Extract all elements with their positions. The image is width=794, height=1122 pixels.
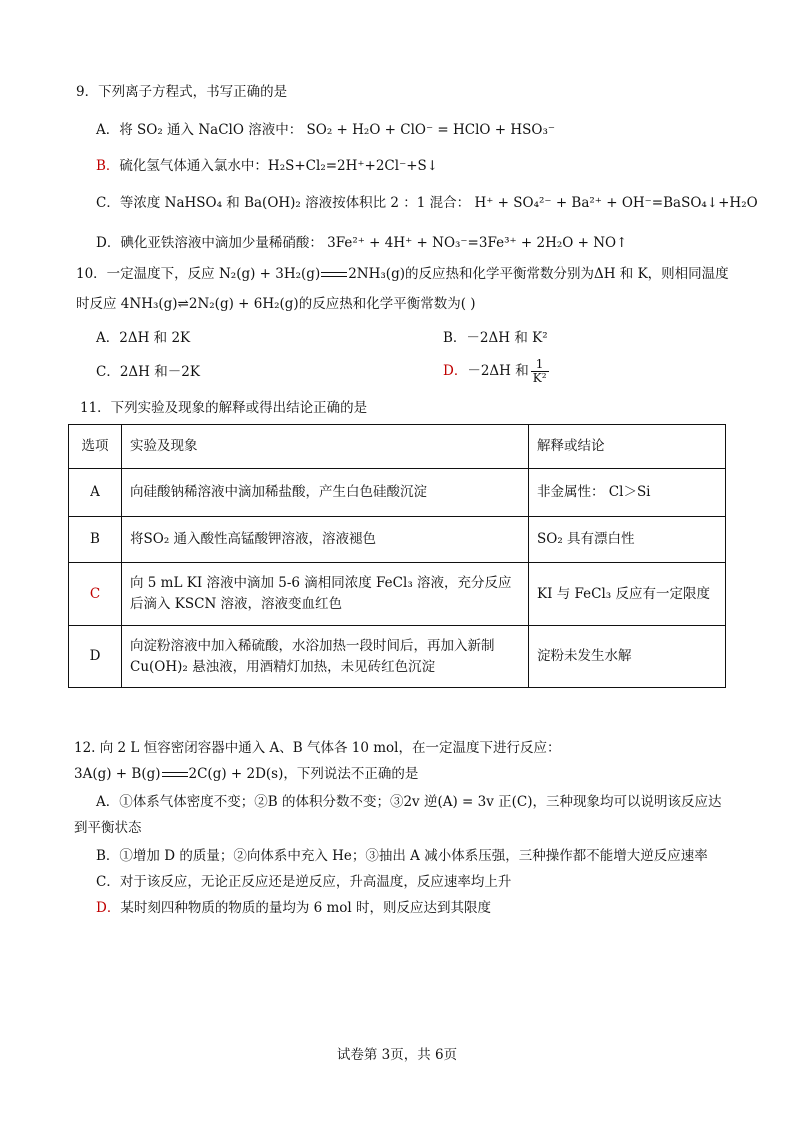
q9-option-d-letter: D． (96, 235, 121, 251)
q9-option-a-letter: A． (96, 122, 120, 138)
q12-option-b (96, 846, 708, 866)
q9-option-d-text: 碘化亚铁溶液中滴加少量稀硝酸： 3Fe²⁺ + 4H⁺ + NO₃⁻=3Fe³⁺ + 2H₂O + NO↑ (120, 235, 628, 251)
table-header-row (69, 425, 726, 469)
row-a-option: A (69, 469, 122, 517)
q10-option-b (443, 328, 548, 348)
q12-option-b-text: ①增加 D 的质量；②向体系中充入 He；③抽出 A 减小体系压强，三种操作都不能增大逆反应速率 (119, 848, 708, 864)
page-footer: 试卷第 3页，共 6页 (336, 1047, 458, 1063)
q10-stem (76, 264, 729, 284)
fraction-denominator: K² (532, 371, 547, 385)
fraction-1-over-k2 (531, 358, 549, 385)
q9-stem: 9．下列离子方程式，书写正确的是 (76, 84, 288, 100)
reversible-arrow-icon (162, 770, 188, 780)
q9-option-c (96, 193, 758, 213)
q10-option-a (96, 328, 190, 348)
row-a-conclusion: 非金属性： Cl＞Si (529, 469, 726, 517)
row-c-experiment: 向 5 mL KI 溶液中滴加 5-6 滴相同浓度 FeCl₃ 溶液，充分反应后滴入 KSCN 溶液，溶液变血红色 (122, 563, 529, 626)
q10-option-a-text: 2ΔH 和 2K (119, 330, 191, 346)
row-a-experiment: 向硅酸钠稀溶液中滴加稀盐酸，产生白色硅酸沉淀 (122, 469, 529, 517)
table-row (69, 517, 726, 563)
q12-option-a-letter: A． (96, 794, 120, 810)
q12-option-b-letter: B． (96, 848, 120, 864)
q10-stem-part2: 2NH₃(g)的反应热和化学平衡常数分别为ΔH 和 K，则相同温度 (348, 266, 729, 282)
table-row (69, 626, 726, 688)
q12-option-c-text: 对于该反应，无论正反应还是逆反应，升高温度，反应速率均上升 (119, 874, 512, 890)
q9-option-c-letter: C． (96, 195, 120, 211)
row-d-conclusion: 淀粉未发生水解 (529, 626, 726, 688)
q9-option-c-text: 等浓度 NaHSO₄ 和 Ba(OH)₂ 溶液按体积比 2 ：1 混合： H⁺ + SO₄²⁻ + Ba²⁺ + OH⁻=BaSO₄↓+H₂O (119, 195, 758, 211)
q10-option-c-text: 2ΔH 和－2K (119, 364, 200, 380)
q11-stem: 11．下列实验及现象的解释或得出结论正确的是 (80, 400, 368, 416)
q12-option-d-text: 某时刻四种物质的物质的量均为 6 mol 时，则反应达到其限度 (120, 900, 492, 916)
q10-option-c-letter: C． (96, 364, 120, 380)
header-experiment: 实验及现象 (122, 425, 529, 469)
row-d-experiment: 向淀粉溶液中加入稀硫酸，水浴加热一段时间后，再加入新制 Cu(OH)₂ 悬浊液，用酒精灯加热，未见砖红色沉淀 (122, 626, 529, 688)
q9-option-b-text: 硫化氢气体通入氯水中：H₂S+Cl₂=2H⁺+2Cl⁻+S↓ (119, 158, 439, 174)
q12-equation-part2: 2C(g) + 2D(s)，下列说法不正确的是 (188, 766, 419, 782)
q12-equation-part1: 3A(g) + B(g) (74, 766, 161, 782)
header-option: 选项 (69, 425, 122, 469)
table-row (69, 563, 726, 626)
q12-option-a-line2: 到平衡状态 (74, 820, 142, 836)
q12-option-c (96, 872, 511, 892)
q10-stem-line2: 时反应 4NH₃(g)⇌2N₂(g) + 6H₂(g)的反应热和化学平衡常数为( ) (76, 296, 476, 312)
q10-option-d-text: －2ΔH 和 (467, 363, 529, 379)
q9-option-b (96, 156, 438, 176)
q12-option-d (96, 898, 491, 918)
q9-option-d (96, 233, 627, 253)
reversible-arrow-icon (321, 270, 347, 280)
q12-equation (74, 764, 418, 784)
row-b-conclusion: SO₂ 具有漂白性 (529, 517, 726, 563)
q12-option-c-letter: C． (96, 874, 120, 890)
q10-option-c (96, 362, 200, 382)
row-c-conclusion: KI 与 FeCl₃ 反应有一定限度 (529, 563, 726, 626)
q10-option-b-letter: B． (443, 330, 467, 346)
experiment-table (68, 424, 726, 688)
fraction-numerator: 1 (531, 358, 549, 372)
q10-option-a-letter: A． (96, 330, 120, 346)
q12-stem: 12. 向 2 L 恒容密闭容器中通入 A、B 气体各 10 mol，在一定温度下进行反应： (74, 740, 561, 756)
q9-option-a-text: 将 SO₂ 通入 NaClO 溶液中： SO₂ + H₂O + ClO⁻ = HClO + HSO₃⁻ (119, 122, 556, 138)
q9-option-b-letter: B． (96, 158, 120, 174)
q9-option-a (96, 120, 555, 140)
row-d-option: D (69, 626, 122, 688)
q10-option-d-letter: D． (443, 363, 468, 379)
row-b-option: B (69, 517, 122, 563)
q10-stem-part1: 10．一定温度下，反应 N₂(g) + 3H₂(g) (76, 266, 321, 282)
q12-option-a (96, 792, 722, 812)
header-conclusion: 解释或结论 (529, 425, 726, 469)
row-b-experiment: 将SO₂ 通入酸性高锰酸钾溶液，溶液褪色 (122, 517, 529, 563)
q12-option-d-letter: D． (96, 900, 121, 916)
table-row (69, 469, 726, 517)
q12-option-a-text: ①体系气体密度不变；②B 的体积分数不变；③2v 逆(A) = 3v 正(C)，三种现象均可以说明该反应达 (119, 794, 722, 810)
q10-option-b-text: －2ΔH 和 K² (466, 330, 548, 346)
q10-option-d (443, 356, 549, 386)
row-c-option: C (69, 563, 122, 626)
